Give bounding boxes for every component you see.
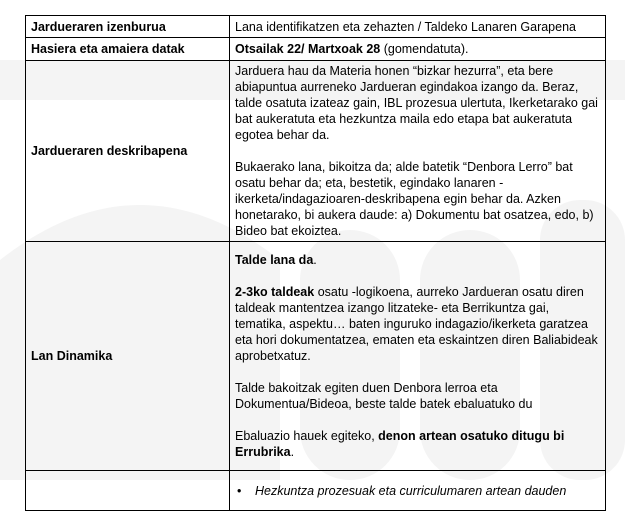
partial-row <box>26 471 606 511</box>
dynamics-value <box>230 242 606 471</box>
partial-value <box>230 471 606 511</box>
dates-label: Hasiera eta amaiera datak <box>26 38 230 61</box>
dynamics-paragraph-3: Talde bakoitzak egiten duen Denbora lerroa eta Dokumentua/Bideoa, beste talde batek ebaluatuko du <box>235 381 533 411</box>
dynamics-paragraph-4-start: Ebaluazio hauek egiteko, <box>235 429 379 443</box>
title-row <box>26 16 606 38</box>
dynamics-line-1 <box>235 252 600 268</box>
dynamics-line-1-rest: . <box>313 253 317 267</box>
dynamics-paragraph-4-bold: denon artean osatuko ditugu bi Errubrika <box>235 429 565 459</box>
partial-label <box>26 471 230 511</box>
dynamics-paragraph-4 <box>235 428 600 460</box>
description-row <box>26 61 606 242</box>
bullet-icon: • <box>237 483 242 498</box>
description-value <box>230 61 606 242</box>
dates-value-bold: Otsailak 22/ Martxoak 28 <box>235 42 381 56</box>
dates-value-rest: (gomendatuta). <box>380 42 469 56</box>
dynamics-paragraph-2-bold: 2-3ko taldeak <box>235 285 315 299</box>
description-paragraph-1: Jarduera hau da Materia honen “bizkar hezurra”, eta bere abiapuntua aurreneko Jardueran egindakoa izango da. Beraz, talde osatuta izateaz gain, IBL prozesua ulertuta, Ikerketarako gai bat aukeratuta eta hezkuntza maila edo etapa bat aukeratuta egotea behar da. <box>235 64 598 142</box>
dynamics-paragraph-4-end: . <box>290 445 295 459</box>
activity-table <box>25 15 606 511</box>
title-value: Lana identifikatzen eta zehazten / Taldeko Lanaren Garapena <box>230 16 606 38</box>
bullet-text: Hezkuntza prozesuak eta curriculumaren artean dauden <box>255 483 567 498</box>
dynamics-paragraph-2-rest: osatu -logikoena, aurreko Jardueran osatu diren taldeak mantentzea izango litzateke- eta Berrikuntza gai, tematika, aspektu… baten inguruko indagazio/ikerketa garatzea eta hori dokumentatzea, ematen eta eskaintzen diren Baliabideak aprobetxatuz. <box>235 285 598 363</box>
description-paragraph-2: Bukaerako lana, bikoitza da; alde batetik “Denbora Lerro” bat osatu behar da; eta, bestetik, egindako lanaren -ikerketa/indagazioaren-deskribapena egin behar da. Azken honetarako, bi aukera daude: a) Dokumentu bat osatzea, edo, b) Bideo bat ekoiztea. <box>235 160 594 238</box>
dynamics-label: Lan Dinamika <box>26 242 230 471</box>
dates-row <box>26 38 606 61</box>
description-label: Jardueraren deskribapena <box>26 61 230 242</box>
bullet-item <box>235 483 600 499</box>
title-label: Jardueraren izenburua <box>26 16 230 38</box>
dynamics-row <box>26 242 606 471</box>
dates-value <box>230 38 606 61</box>
dynamics-line-1-bold: Talde lana da <box>235 253 314 267</box>
dynamics-paragraph-2 <box>235 284 600 364</box>
